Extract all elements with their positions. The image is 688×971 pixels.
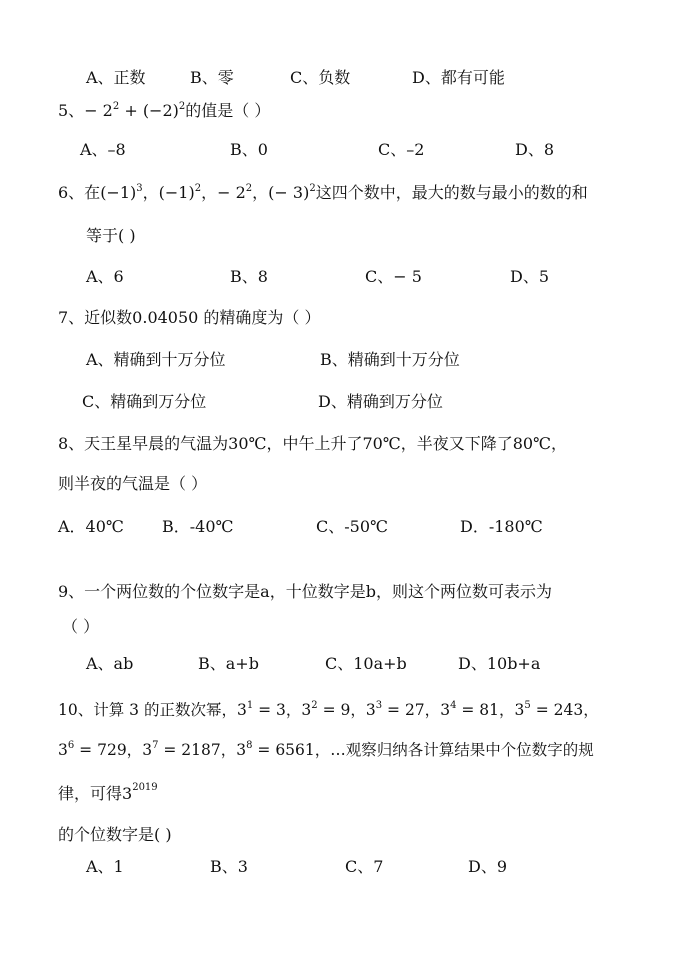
q9-option-d: D、10b+a <box>458 654 541 673</box>
q4-option-b: B、零 <box>190 68 234 87</box>
q8-line-2: 则半夜的气温是（ ） <box>58 474 208 493</box>
q6-line-2: 等于( ) <box>86 226 136 245</box>
q6-exp-3: 2 <box>245 183 253 194</box>
q5-suffix: 的值是（ ） <box>185 101 271 120</box>
q7-option-a: A、精确到十万分位 <box>86 350 226 369</box>
q6-term-4: ，(− 3) <box>252 183 310 202</box>
q4-option-c: C、负数 <box>290 68 351 87</box>
q10-power-6-exp: 6 <box>67 740 75 751</box>
q10-power-1-base: 3 <box>236 701 247 719</box>
q10-line-2-tail: …观察归纳各计算结果中个位数字的规 <box>330 741 594 759</box>
q10-power-5-base: 3 <box>514 701 525 719</box>
q8-line-1: 8、天王星早晨的气温为30℃，中午上升了70℃，半夜又下降了80℃， <box>58 434 567 453</box>
q10-line-3 <box>58 784 158 807</box>
q10-power-7-exp: 7 <box>152 740 159 751</box>
q5-option-c: C、–2 <box>378 140 425 159</box>
q10-power-3-base: 3 <box>365 701 376 719</box>
q6-question <box>58 183 588 203</box>
q5-question <box>58 101 270 121</box>
q8-option-a: A．40℃ <box>58 517 124 536</box>
q5-term-a: − 2 <box>84 101 113 120</box>
q10-power-2-base: 3 <box>301 701 312 719</box>
q10-power-1-exp: 1 <box>246 700 254 711</box>
q10-power-8-result: = 6561， <box>252 741 331 759</box>
q10-power-6-base: 3 <box>58 741 68 759</box>
q10-power-2-result: = 9， <box>317 701 366 719</box>
q6-exp-2: 2 <box>194 183 202 194</box>
q6-option-b: B、8 <box>230 267 268 286</box>
q6-term-2: ，(−1) <box>142 183 195 202</box>
q7-option-d: D、精确到万分位 <box>318 392 443 411</box>
q10-power-5-result: = 243， <box>530 701 599 719</box>
q5-option-b: B、0 <box>230 140 268 159</box>
q10-option-b: B、3 <box>210 857 248 876</box>
q8-option-b: B．-40℃ <box>162 517 234 536</box>
q4-option-d: D、都有可能 <box>412 68 505 87</box>
q10-power-4-base: 3 <box>440 701 451 719</box>
q6-term-3: ，− 2 <box>201 183 246 202</box>
q7-option-b: B、精确到十万分位 <box>320 350 460 369</box>
q9-option-c: C、10a+b <box>325 654 407 673</box>
q10-option-a: A、1 <box>86 857 124 876</box>
q10-line-4: 的个位数字是( ) <box>58 825 172 844</box>
q5-option-a: A、–8 <box>80 140 126 159</box>
q10-big-exp: 2019 <box>132 782 158 793</box>
q5-exp-a: 2 <box>112 101 120 112</box>
q10-line-2 <box>58 740 594 760</box>
q5-number: 5、 <box>58 101 85 120</box>
q5-exp-b: 2 <box>178 101 186 112</box>
q6-number: 6、在 <box>58 183 101 202</box>
q4-option-a: A、正数 <box>86 68 146 87</box>
q9-option-a: A、ab <box>86 654 134 673</box>
q6-term-1: (−1) <box>100 183 137 202</box>
q6-option-c: C、− 5 <box>365 267 422 286</box>
q10-prefix: 10、计算 3 的正数次幂， <box>58 701 237 719</box>
q6-suffix: 这四个数中，最大的数与最小的数的和 <box>315 183 588 202</box>
q5-term-b: + (−2) <box>119 101 179 120</box>
q10-option-c: C、7 <box>345 857 384 876</box>
q10-power-8-base: 3 <box>236 741 247 759</box>
q10-power-6-result: = 729， <box>74 741 143 759</box>
q9-line-1: 9、一个两位数的个位数字是a，十位数字是b，则这个两位数可表示为 <box>58 582 552 601</box>
q10-power-3-result: = 27， <box>382 701 441 719</box>
q10-power-2-exp: 2 <box>311 700 318 711</box>
q10-power-1-result: = 3， <box>253 701 302 719</box>
q10-power-5-exp: 5 <box>524 700 531 711</box>
q10-option-d: D、9 <box>468 857 508 876</box>
q10-power-3-exp: 3 <box>375 700 383 711</box>
q10-line-3-text: 律，可得 <box>58 784 123 803</box>
q6-exp-1: 3 <box>136 183 143 194</box>
q6-option-d: D、5 <box>510 267 550 286</box>
q6-option-a: A、6 <box>86 267 124 286</box>
q9-line-2: （ ） <box>62 617 100 636</box>
q7-option-c: C、精确到万分位 <box>82 392 207 411</box>
q8-option-c: C、-50℃ <box>316 517 388 536</box>
q6-exp-4: 2 <box>309 183 316 194</box>
q5-option-d: D、8 <box>515 140 555 159</box>
q9-option-b: B、a+b <box>198 654 259 673</box>
q10-big-base: 3 <box>122 784 133 803</box>
q10-power-4-exp: 4 <box>450 700 457 711</box>
q10-line-1 <box>58 700 599 720</box>
q10-power-7-result: = 2187， <box>158 741 237 759</box>
q10-power-4-result: = 81， <box>456 701 515 719</box>
q10-power-8-exp: 8 <box>246 740 253 751</box>
q10-power-7-base: 3 <box>142 741 153 759</box>
q7-question: 7、近似数0.04050 的精确度为（ ） <box>58 308 321 327</box>
q8-option-d: D．-180℃ <box>460 517 543 536</box>
